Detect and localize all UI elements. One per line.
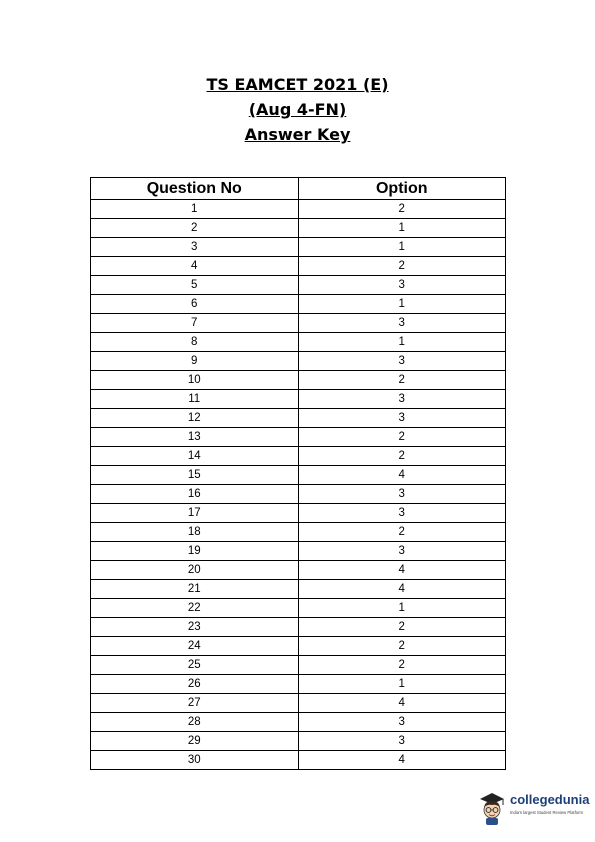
logo-wordmark: collegedunia [510,792,590,807]
table-row [91,257,506,276]
question-number-cell: 14 [91,447,299,466]
option-cell: 3 [298,314,506,333]
table-row [91,409,506,428]
logo-tagline: India's largest Student Review Platform [510,810,583,815]
column-header-question-no: Question No [91,178,299,200]
option-cell: 2 [298,200,506,219]
option-cell: 2 [298,656,506,675]
table-row [91,599,506,618]
table-row [91,561,506,580]
table-row [91,276,506,295]
table-row [91,219,506,238]
table-row [91,504,506,523]
column-header-option: Option [298,178,506,200]
table-row [91,428,506,447]
table-row [91,656,506,675]
option-cell: 1 [298,295,506,314]
answer-key-table [90,177,506,770]
question-number-cell: 11 [91,390,299,409]
table-row [91,618,506,637]
question-number-cell: 20 [91,561,299,580]
collegedunia-logo [476,788,588,828]
option-cell: 1 [298,238,506,257]
table-row [91,371,506,390]
question-number-cell: 22 [91,599,299,618]
option-cell: 2 [298,428,506,447]
question-number-cell: 9 [91,352,299,371]
question-number-cell: 6 [91,295,299,314]
option-cell: 4 [298,466,506,485]
question-number-cell: 19 [91,542,299,561]
option-cell: 2 [298,618,506,637]
option-cell: 2 [298,447,506,466]
question-number-cell: 15 [91,466,299,485]
question-number-cell: 1 [91,200,299,219]
table-row [91,637,506,656]
question-number-cell: 3 [91,238,299,257]
option-cell: 3 [298,732,506,751]
question-number-cell: 17 [91,504,299,523]
option-cell: 2 [298,523,506,542]
table-row [91,466,506,485]
table-row [91,523,506,542]
table-row [91,314,506,333]
document-title: TS EAMCET 2021 (E) [206,75,389,94]
option-cell: 2 [298,371,506,390]
option-cell: 3 [298,713,506,732]
table-row [91,352,506,371]
table-row [91,713,506,732]
question-number-cell: 26 [91,675,299,694]
question-number-cell: 29 [91,732,299,751]
table-row [91,333,506,352]
option-cell: 4 [298,561,506,580]
question-number-cell: 10 [91,371,299,390]
question-number-cell: 5 [91,276,299,295]
option-cell: 2 [298,637,506,656]
question-number-cell: 16 [91,485,299,504]
table-row [91,751,506,770]
table-row [91,390,506,409]
option-cell: 3 [298,276,506,295]
table-row [91,694,506,713]
option-cell: 3 [298,409,506,428]
question-number-cell: 28 [91,713,299,732]
question-number-cell: 21 [91,580,299,599]
question-number-cell: 25 [91,656,299,675]
option-cell: 1 [298,675,506,694]
option-cell: 4 [298,751,506,770]
option-cell: 4 [298,694,506,713]
question-number-cell: 30 [91,751,299,770]
question-number-cell: 18 [91,523,299,542]
table-row [91,447,506,466]
table-row [91,542,506,561]
question-number-cell: 7 [91,314,299,333]
answer-key-rows [91,200,506,770]
option-cell: 1 [298,333,506,352]
question-number-cell: 2 [91,219,299,238]
table-row [91,295,506,314]
table-header-row [91,178,506,200]
question-number-cell: 12 [91,409,299,428]
option-cell: 3 [298,504,506,523]
question-number-cell: 4 [91,257,299,276]
question-number-cell: 27 [91,694,299,713]
option-cell: 1 [298,219,506,238]
table-row [91,485,506,504]
option-cell: 4 [298,580,506,599]
option-cell: 3 [298,485,506,504]
option-cell: 3 [298,352,506,371]
answer-key-heading: Answer Key [244,125,351,144]
option-cell: 3 [298,542,506,561]
table-row [91,675,506,694]
table-row [91,580,506,599]
option-cell: 2 [298,257,506,276]
question-number-cell: 24 [91,637,299,656]
document-header [0,72,595,147]
table-row [91,732,506,751]
question-number-cell: 23 [91,618,299,637]
session-subtitle: (Aug 4-FN) [248,100,347,119]
option-cell: 3 [298,390,506,409]
option-cell: 1 [298,599,506,618]
question-number-cell: 13 [91,428,299,447]
table-row [91,238,506,257]
question-number-cell: 8 [91,333,299,352]
table-row [91,200,506,219]
graduate-mascot-icon [476,790,508,826]
